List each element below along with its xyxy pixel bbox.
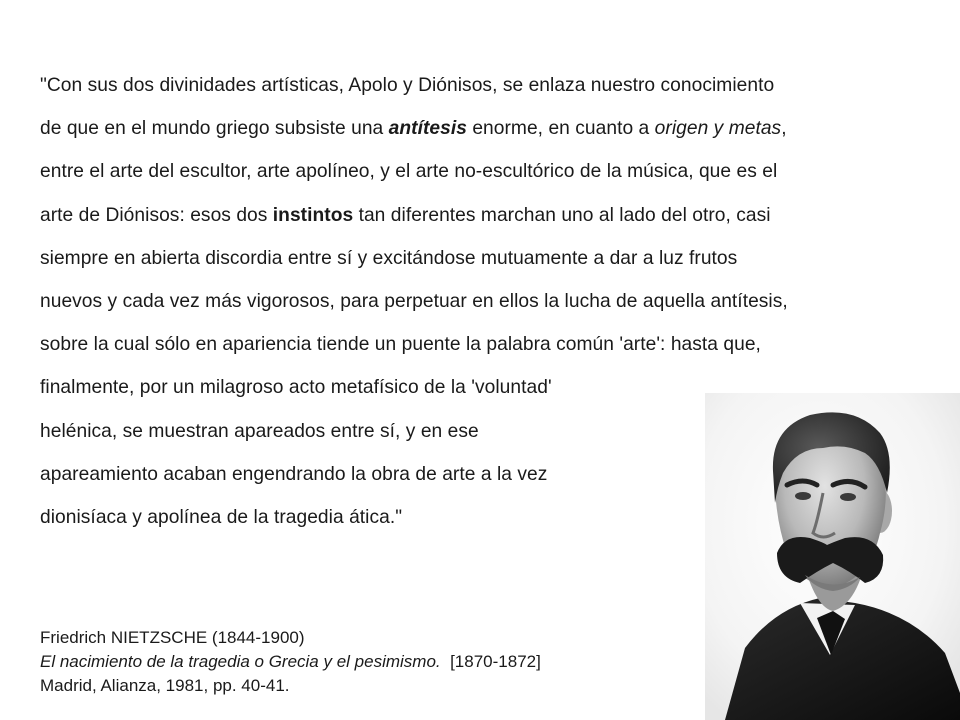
quote-italic-origen: origen y metas <box>654 118 782 140</box>
quote-line-2-middle: enorme, en cuanto a <box>466 118 655 140</box>
quote-line-2 <box>40 107 900 150</box>
citation-book-title: El nacimiento de la tragedia o Grecia y el pesimismo. <box>40 652 441 671</box>
quote-line-8: finalmente, por un milagroso acto metafísico de la 'voluntad' <box>40 377 552 399</box>
quote-line-4 <box>40 194 900 237</box>
quote-emphasis-antitesis: antítesis <box>388 118 467 140</box>
citation-book-years: [1870-1872] <box>440 652 541 671</box>
quote-line-2-start: de que en el mundo griego subsiste una <box>40 118 389 140</box>
citation <box>40 626 541 698</box>
citation-book <box>40 650 541 674</box>
quote-line-3: entre el arte del escultor, arte apolíneo, y el arte no-escultórico de la música, que es el <box>40 161 778 183</box>
quote-line-9: helénica, se muestran apareados entre sí, y en ese <box>40 420 479 442</box>
quote-line-7: sobre la cual sólo en apariencia tiende un puente la palabra común 'arte': hasta que, <box>40 334 761 356</box>
quote-line-10: apareamiento acaban engendrando la obra de arte a la vez <box>40 463 548 485</box>
quote-line-2-end: , <box>781 118 787 140</box>
quote-bold-instintos: instintos <box>272 204 354 226</box>
quote-line-11: dionisíaca y apolínea de la tragedia ática." <box>40 506 403 528</box>
quote-line-4-start: arte de Diónisos: esos dos <box>40 204 273 226</box>
quote-line-6: nuevos y cada vez más vigorosos, para perpetuar en ellos la lucha de aquella antítesis, <box>40 290 788 312</box>
citation-publisher: Madrid, Alianza, 1981, pp. 40-41. <box>40 676 290 695</box>
quote-line-5: siempre en abierta discordia entre sí y excitándose mutuamente a dar a luz frutos <box>40 247 738 269</box>
nietzsche-portrait <box>705 393 960 720</box>
quote-line-4-end: tan diferentes marchan uno al lado del otro, casi <box>353 204 771 226</box>
quote-line-1: "Con sus dos divinidades artísticas, Apolo y Diónisos, se enlaza nuestro conocimiento <box>40 75 775 96</box>
citation-author: Friedrich NIETZSCHE (1844-1900) <box>40 628 305 647</box>
